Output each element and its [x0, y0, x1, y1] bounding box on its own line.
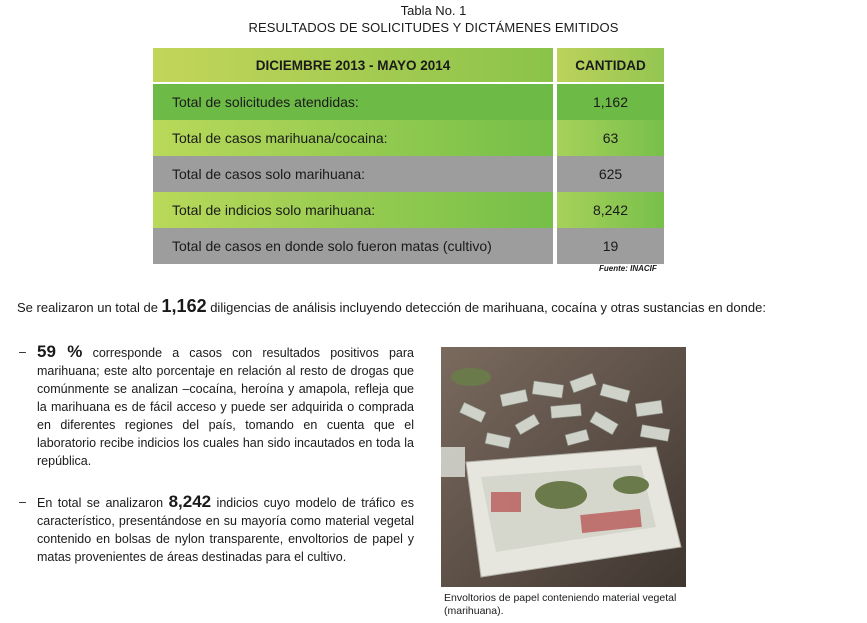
intro-text-after: diligencias de análisis incluyendo detección de marihuana, cocaína y otras sustancias en donde:: [206, 300, 766, 315]
evidence-photo: [441, 347, 686, 587]
bullet-text: corresponde a casos con resultados positivos para marihuana; este alto porcentaje en relación al resto de drogas que comúnmente se analizan –cocaína, heroína y amapola, refleja que la marihuana es de fácil acceso y puede ser adquirida o comprada en diferentes regiones del país, tomando en cuenta que el laboratorio recibe indicios los cuales han sido incautados en toda la república.: [37, 346, 414, 468]
table-row: [153, 84, 664, 120]
bullet-text: indicios cuyo modelo de tráfico es característico, presentándose en su mayoría como material vegetal contenido en bolsas de nylon transparente, envoltorios de papel y matas provenientes de áreas destinadas para el cultivo.: [37, 496, 414, 564]
row-value: 625: [557, 156, 664, 192]
photo-caption: Envoltorios de papel conteniendo material vegetal (marihuana).: [444, 592, 677, 617]
intro-sentence: [17, 296, 766, 317]
table-row: [153, 192, 664, 228]
bullet-prefix: En total se analizaron: [37, 496, 169, 510]
intro-number: 1,162: [161, 296, 207, 316]
table-header-row: [153, 48, 664, 82]
row-value: 63: [557, 120, 664, 156]
results-table: [153, 48, 664, 264]
row-label: Total de casos solo marihuana:: [172, 166, 365, 182]
bullet-item: [19, 493, 414, 566]
header-quantity: CANTIDAD: [557, 48, 664, 82]
bullet-highlight: 59 %: [37, 342, 83, 361]
table-row: [153, 156, 664, 192]
bullet-item: [19, 343, 414, 470]
bullet-dash: –: [19, 345, 26, 359]
row-label: Total de casos marihuana/cocaina:: [172, 130, 388, 146]
header-period: DICIEMBRE 2013 - MAYO 2014: [153, 48, 553, 82]
bullet-dash: –: [19, 495, 26, 509]
row-value: 19: [557, 228, 664, 264]
row-value: 8,242: [557, 192, 664, 228]
row-value: 1,162: [557, 84, 664, 120]
row-label: Total de solicitudes atendidas:: [172, 94, 359, 110]
table-row: [153, 228, 664, 264]
row-label: Total de casos en donde solo fueron matas (cultivo): [172, 238, 492, 254]
table-title: Tabla No. 1: [400, 3, 467, 18]
table-source: Fuente: INACIF: [599, 264, 657, 273]
intro-text-before: Se realizaron un total de: [17, 300, 162, 315]
table-row: [153, 120, 664, 156]
table-subtitle: RESULTADOS DE SOLICITUDES Y DICTÁMENES EMITIDOS: [248, 20, 619, 35]
row-label: Total de indicios solo marihuana:: [172, 202, 376, 218]
bullet-highlight: 8,242: [168, 492, 212, 511]
